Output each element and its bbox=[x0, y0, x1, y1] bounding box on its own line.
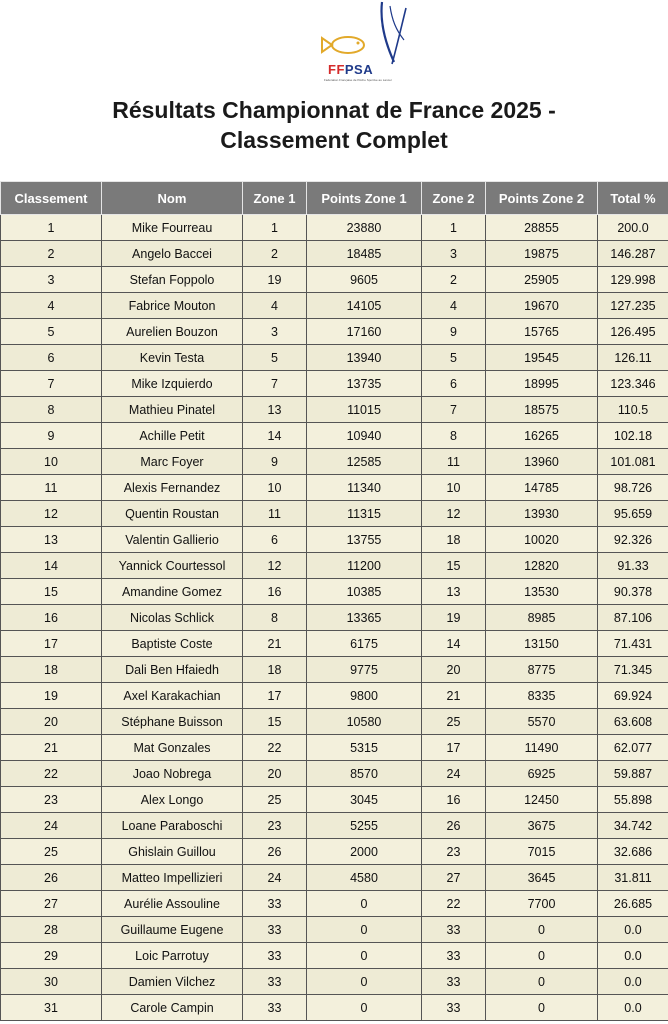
table-cell: 0 bbox=[486, 917, 598, 943]
table-cell: 7 bbox=[243, 371, 307, 397]
table-cell: 0 bbox=[307, 969, 422, 995]
table-cell: 17160 bbox=[307, 319, 422, 345]
table-cell: Loane Paraboschi bbox=[102, 813, 243, 839]
results-table bbox=[0, 181, 668, 1021]
table-row bbox=[1, 709, 668, 735]
table-cell: 129.998 bbox=[598, 267, 668, 293]
page-title-line1: Résultats Championnat de France 2025 - bbox=[112, 97, 556, 123]
table-cell: 22 bbox=[422, 891, 486, 917]
table-cell: 12450 bbox=[486, 787, 598, 813]
logo-text bbox=[328, 62, 373, 77]
table-cell: Mike Fourreau bbox=[102, 215, 243, 241]
table-cell: 9 bbox=[422, 319, 486, 345]
table-cell: 21 bbox=[243, 631, 307, 657]
table-cell: 18575 bbox=[486, 397, 598, 423]
table-cell: 3 bbox=[1, 267, 102, 293]
table-cell: 18 bbox=[422, 527, 486, 553]
table-cell: 0 bbox=[486, 995, 598, 1021]
table-cell: 27 bbox=[422, 865, 486, 891]
table-cell: 11015 bbox=[307, 397, 422, 423]
table-cell: 13 bbox=[1, 527, 102, 553]
table-cell: 32.686 bbox=[598, 839, 668, 865]
table-cell: 31 bbox=[1, 995, 102, 1021]
table-cell: 34.742 bbox=[598, 813, 668, 839]
table-cell: 13735 bbox=[307, 371, 422, 397]
table-cell: 33 bbox=[243, 891, 307, 917]
table-cell: 33 bbox=[422, 917, 486, 943]
table-cell: 9775 bbox=[307, 657, 422, 683]
table-cell: 0.0 bbox=[598, 995, 668, 1021]
table-cell: 0.0 bbox=[598, 969, 668, 995]
table-cell: 0.0 bbox=[598, 943, 668, 969]
table-cell: 11340 bbox=[307, 475, 422, 501]
table-cell: 4 bbox=[243, 293, 307, 319]
column-header: Classement bbox=[1, 182, 102, 215]
table-cell: 33 bbox=[243, 969, 307, 995]
table-cell: 28 bbox=[1, 917, 102, 943]
table-row bbox=[1, 969, 668, 995]
table-cell: 2 bbox=[422, 267, 486, 293]
table-cell: Fabrice Mouton bbox=[102, 293, 243, 319]
table-cell: 17 bbox=[1, 631, 102, 657]
table-cell: 9605 bbox=[307, 267, 422, 293]
table-row bbox=[1, 943, 668, 969]
table-cell: 102.18 bbox=[598, 423, 668, 449]
table-cell: Aurelien Bouzon bbox=[102, 319, 243, 345]
table-row bbox=[1, 579, 668, 605]
fish-rod-icon bbox=[320, 0, 415, 70]
table-cell: 10 bbox=[1, 449, 102, 475]
table-cell: Amandine Gomez bbox=[102, 579, 243, 605]
table-cell: 17 bbox=[243, 683, 307, 709]
table-cell: 4580 bbox=[307, 865, 422, 891]
table-row bbox=[1, 449, 668, 475]
table-cell: 19 bbox=[422, 605, 486, 631]
table-cell: 9800 bbox=[307, 683, 422, 709]
table-cell: 16 bbox=[422, 787, 486, 813]
column-header: Points Zone 1 bbox=[307, 182, 422, 215]
table-cell: 101.081 bbox=[598, 449, 668, 475]
table-cell: 126.11 bbox=[598, 345, 668, 371]
table-cell: 1 bbox=[243, 215, 307, 241]
table-cell: 2 bbox=[1, 241, 102, 267]
table-cell: 18995 bbox=[486, 371, 598, 397]
table-cell: 71.431 bbox=[598, 631, 668, 657]
logo-text-psa: PSA bbox=[344, 62, 374, 77]
table-cell: Axel Karakachian bbox=[102, 683, 243, 709]
table-cell: 0 bbox=[307, 891, 422, 917]
table-cell: 8985 bbox=[486, 605, 598, 631]
table-row bbox=[1, 345, 668, 371]
table-cell: 13530 bbox=[486, 579, 598, 605]
table-cell: 98.726 bbox=[598, 475, 668, 501]
table-cell: 21 bbox=[422, 683, 486, 709]
table-cell: 5570 bbox=[486, 709, 598, 735]
table-body bbox=[1, 215, 668, 1021]
table-cell: 8335 bbox=[486, 683, 598, 709]
table-cell: 13755 bbox=[307, 527, 422, 553]
table-cell: 5 bbox=[243, 345, 307, 371]
table-cell: 26 bbox=[1, 865, 102, 891]
table-cell: 12820 bbox=[486, 553, 598, 579]
table-row bbox=[1, 787, 668, 813]
table-cell: 14105 bbox=[307, 293, 422, 319]
table-cell: 10940 bbox=[307, 423, 422, 449]
table-cell: 0.0 bbox=[598, 917, 668, 943]
table-cell: 71.345 bbox=[598, 657, 668, 683]
table-cell: 5255 bbox=[307, 813, 422, 839]
table-row bbox=[1, 319, 668, 345]
table-cell: 15 bbox=[422, 553, 486, 579]
table-cell: Angelo Baccei bbox=[102, 241, 243, 267]
table-cell: 19670 bbox=[486, 293, 598, 319]
table-cell: 2000 bbox=[307, 839, 422, 865]
table-row bbox=[1, 865, 668, 891]
table-cell: Joao Nobrega bbox=[102, 761, 243, 787]
table-cell: Marc Foyer bbox=[102, 449, 243, 475]
table-cell: 13365 bbox=[307, 605, 422, 631]
table-cell: 20 bbox=[1, 709, 102, 735]
table-cell: 14785 bbox=[486, 475, 598, 501]
table-cell: 25905 bbox=[486, 267, 598, 293]
table-cell: Alex Longo bbox=[102, 787, 243, 813]
table-cell: 146.287 bbox=[598, 241, 668, 267]
table-cell: 91.33 bbox=[598, 553, 668, 579]
table-cell: 18 bbox=[1, 657, 102, 683]
table-cell: 21 bbox=[1, 735, 102, 761]
table-cell: 12585 bbox=[307, 449, 422, 475]
table-cell: 12 bbox=[1, 501, 102, 527]
table-cell: 11315 bbox=[307, 501, 422, 527]
table-row bbox=[1, 241, 668, 267]
table-cell: 28855 bbox=[486, 215, 598, 241]
column-header: Points Zone 2 bbox=[486, 182, 598, 215]
table-cell: 3675 bbox=[486, 813, 598, 839]
table-cell: 5 bbox=[422, 345, 486, 371]
table-cell: 10580 bbox=[307, 709, 422, 735]
table-cell: 33 bbox=[243, 917, 307, 943]
table-cell: 6 bbox=[243, 527, 307, 553]
table-cell: Carole Campin bbox=[102, 995, 243, 1021]
table-cell: 31.811 bbox=[598, 865, 668, 891]
table-cell: 0 bbox=[307, 917, 422, 943]
table-cell: Mat Gonzales bbox=[102, 735, 243, 761]
table-cell: 4 bbox=[1, 293, 102, 319]
table-row bbox=[1, 839, 668, 865]
table-cell: 14 bbox=[422, 631, 486, 657]
table-cell: 8 bbox=[243, 605, 307, 631]
table-cell: Yannick Courtessol bbox=[102, 553, 243, 579]
table-row bbox=[1, 761, 668, 787]
table-cell: 20 bbox=[422, 657, 486, 683]
table-cell: 27 bbox=[1, 891, 102, 917]
table-cell: 59.887 bbox=[598, 761, 668, 787]
table-cell: 7 bbox=[422, 397, 486, 423]
table-cell: 26 bbox=[422, 813, 486, 839]
table-cell: Matteo Impellizieri bbox=[102, 865, 243, 891]
table-cell: 0 bbox=[307, 943, 422, 969]
table-cell: 16265 bbox=[486, 423, 598, 449]
table-cell: 25 bbox=[1, 839, 102, 865]
table-cell: 6 bbox=[422, 371, 486, 397]
table-cell: 63.608 bbox=[598, 709, 668, 735]
table-row bbox=[1, 813, 668, 839]
table-cell: Kevin Testa bbox=[102, 345, 243, 371]
table-cell: 19 bbox=[243, 267, 307, 293]
table-cell: 90.378 bbox=[598, 579, 668, 605]
table-row bbox=[1, 397, 668, 423]
table-cell: 8 bbox=[422, 423, 486, 449]
table-row bbox=[1, 527, 668, 553]
table-cell: 33 bbox=[422, 995, 486, 1021]
table-cell: Alexis Fernandez bbox=[102, 475, 243, 501]
table-cell: Nicolas Schlick bbox=[102, 605, 243, 631]
table-cell: 30 bbox=[1, 969, 102, 995]
table-cell: 23 bbox=[1, 787, 102, 813]
table-cell: 33 bbox=[422, 943, 486, 969]
table-cell: 7 bbox=[1, 371, 102, 397]
table-cell: 16 bbox=[1, 605, 102, 631]
table-cell: Guillaume Eugene bbox=[102, 917, 243, 943]
table-cell: 0 bbox=[307, 995, 422, 1021]
table-cell: 7015 bbox=[486, 839, 598, 865]
table-cell: 87.106 bbox=[598, 605, 668, 631]
table-row bbox=[1, 917, 668, 943]
table-cell: 19875 bbox=[486, 241, 598, 267]
table-cell: 110.5 bbox=[598, 397, 668, 423]
column-header: Nom bbox=[102, 182, 243, 215]
table-cell: 15765 bbox=[486, 319, 598, 345]
logo-text-ff: FF bbox=[328, 62, 345, 77]
table-cell: 11490 bbox=[486, 735, 598, 761]
table-cell: 11 bbox=[1, 475, 102, 501]
column-header: Total % bbox=[598, 182, 668, 215]
table-cell: 22 bbox=[1, 761, 102, 787]
column-header: Zone 1 bbox=[243, 182, 307, 215]
column-header: Zone 2 bbox=[422, 182, 486, 215]
table-cell: 4 bbox=[422, 293, 486, 319]
table-cell: Loic Parrotuy bbox=[102, 943, 243, 969]
table-cell: 19545 bbox=[486, 345, 598, 371]
page-title-line2: Classement Complet bbox=[220, 127, 448, 153]
table-cell: 2 bbox=[243, 241, 307, 267]
table-cell: 55.898 bbox=[598, 787, 668, 813]
table-cell: 13150 bbox=[486, 631, 598, 657]
table-cell: 6925 bbox=[486, 761, 598, 787]
table-cell: 24 bbox=[1, 813, 102, 839]
table-cell: 10 bbox=[243, 475, 307, 501]
table-row bbox=[1, 631, 668, 657]
table-row bbox=[1, 267, 668, 293]
table-row bbox=[1, 657, 668, 683]
table-cell: 23 bbox=[243, 813, 307, 839]
table-cell: 5 bbox=[1, 319, 102, 345]
table-cell: 25 bbox=[422, 709, 486, 735]
table-cell: 19 bbox=[1, 683, 102, 709]
table-cell: 7700 bbox=[486, 891, 598, 917]
table-cell: 10385 bbox=[307, 579, 422, 605]
table-cell: 29 bbox=[1, 943, 102, 969]
table-cell: 13930 bbox=[486, 501, 598, 527]
table-cell: Quentin Roustan bbox=[102, 501, 243, 527]
table-cell: Baptiste Coste bbox=[102, 631, 243, 657]
table-row bbox=[1, 683, 668, 709]
table-cell: 25 bbox=[243, 787, 307, 813]
table-cell: 9 bbox=[1, 423, 102, 449]
table-cell: 13 bbox=[422, 579, 486, 605]
table-cell: 9 bbox=[243, 449, 307, 475]
table-cell: 95.659 bbox=[598, 501, 668, 527]
table-cell: Damien Vilchez bbox=[102, 969, 243, 995]
table-cell: 12 bbox=[243, 553, 307, 579]
table-cell: 10 bbox=[422, 475, 486, 501]
table-cell: Ghislain Guillou bbox=[102, 839, 243, 865]
table-row bbox=[1, 475, 668, 501]
table-row bbox=[1, 501, 668, 527]
table-cell: 17 bbox=[422, 735, 486, 761]
table-cell: 6175 bbox=[307, 631, 422, 657]
table-cell: 8 bbox=[1, 397, 102, 423]
table-cell: 8570 bbox=[307, 761, 422, 787]
table-cell: 11 bbox=[243, 501, 307, 527]
table-cell: 13960 bbox=[486, 449, 598, 475]
table-cell: 22 bbox=[243, 735, 307, 761]
table-cell: 127.235 bbox=[598, 293, 668, 319]
table-cell: 62.077 bbox=[598, 735, 668, 761]
table-cell: 3 bbox=[243, 319, 307, 345]
table-cell: 0 bbox=[486, 943, 598, 969]
table-cell: Valentin Gallierio bbox=[102, 527, 243, 553]
table-cell: 1 bbox=[1, 215, 102, 241]
table-cell: 69.924 bbox=[598, 683, 668, 709]
table-cell: 0 bbox=[486, 969, 598, 995]
table-cell: 14 bbox=[243, 423, 307, 449]
table-cell: 15 bbox=[1, 579, 102, 605]
table-cell: 5315 bbox=[307, 735, 422, 761]
table-cell: 13 bbox=[243, 397, 307, 423]
table-row bbox=[1, 215, 668, 241]
table-cell: 123.346 bbox=[598, 371, 668, 397]
table-row bbox=[1, 371, 668, 397]
table-cell: 3645 bbox=[486, 865, 598, 891]
logo-subtitle: Fédération Française de Pêche Sportive au Lancer bbox=[324, 78, 392, 82]
table-cell: 12 bbox=[422, 501, 486, 527]
table-cell: Stefan Foppolo bbox=[102, 267, 243, 293]
table-cell: 23880 bbox=[307, 215, 422, 241]
table-cell: 24 bbox=[243, 865, 307, 891]
table-cell: 33 bbox=[422, 969, 486, 995]
table-cell: 3045 bbox=[307, 787, 422, 813]
table-cell: Achille Petit bbox=[102, 423, 243, 449]
table-cell: 92.326 bbox=[598, 527, 668, 553]
table-cell: Aurélie Assouline bbox=[102, 891, 243, 917]
table-cell: 3 bbox=[422, 241, 486, 267]
table-row bbox=[1, 891, 668, 917]
table-cell: 18485 bbox=[307, 241, 422, 267]
table-cell: 1 bbox=[422, 215, 486, 241]
table-cell: 13940 bbox=[307, 345, 422, 371]
table-cell: 24 bbox=[422, 761, 486, 787]
table-cell: Stéphane Buisson bbox=[102, 709, 243, 735]
table-cell: 11 bbox=[422, 449, 486, 475]
table-cell: 23 bbox=[422, 839, 486, 865]
table-cell: Dali Ben Hfaiedh bbox=[102, 657, 243, 683]
table-cell: 11200 bbox=[307, 553, 422, 579]
table-row bbox=[1, 423, 668, 449]
table-row bbox=[1, 735, 668, 761]
table-cell: Mike Izquierdo bbox=[102, 371, 243, 397]
table-header-row bbox=[1, 182, 668, 215]
table-row bbox=[1, 605, 668, 631]
table-cell: 126.495 bbox=[598, 319, 668, 345]
table-cell: 8775 bbox=[486, 657, 598, 683]
table-cell: 16 bbox=[243, 579, 307, 605]
ffpsa-logo bbox=[320, 0, 415, 88]
table-cell: 33 bbox=[243, 995, 307, 1021]
table-cell: 33 bbox=[243, 943, 307, 969]
table-cell: 26.685 bbox=[598, 891, 668, 917]
table-row bbox=[1, 995, 668, 1021]
table-cell: Mathieu Pinatel bbox=[102, 397, 243, 423]
table-cell: 10020 bbox=[486, 527, 598, 553]
table-row bbox=[1, 293, 668, 319]
table-row bbox=[1, 553, 668, 579]
table-cell: 200.0 bbox=[598, 215, 668, 241]
table-cell: 6 bbox=[1, 345, 102, 371]
results-table-wrap bbox=[0, 181, 668, 1021]
table-cell: 15 bbox=[243, 709, 307, 735]
table-cell: 20 bbox=[243, 761, 307, 787]
table-cell: 14 bbox=[1, 553, 102, 579]
table-cell: 26 bbox=[243, 839, 307, 865]
table-cell: 18 bbox=[243, 657, 307, 683]
